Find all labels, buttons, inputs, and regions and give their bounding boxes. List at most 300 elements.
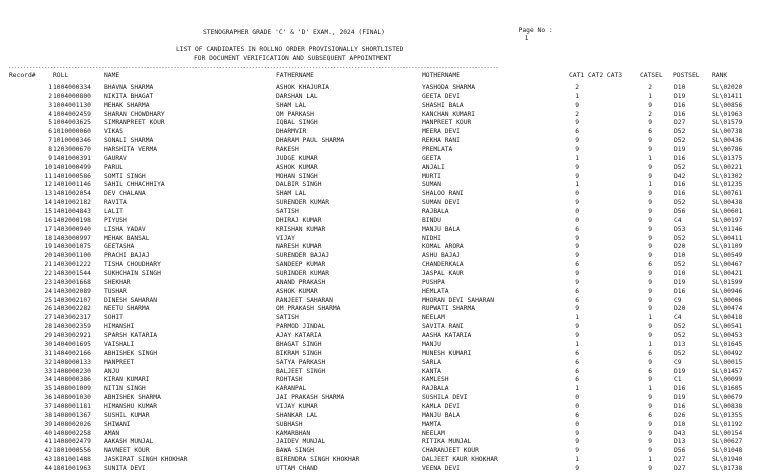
- father-name: SATISH: [276, 314, 299, 322]
- mother-name: YASHODA SHARMA: [422, 84, 476, 91]
- cat1-value: 9: [575, 119, 579, 127]
- father-name: SURENDER KUMAR: [276, 199, 330, 207]
- cat1-value: 0: [575, 216, 579, 224]
- mother-name: GEETA DEVI: [422, 92, 460, 100]
- col-roll: ROLL: [53, 72, 69, 79]
- cat1-value: 6: [575, 376, 579, 384]
- mother-name: RITIKA MUNJAL: [422, 438, 472, 446]
- roll-number: 1401001146: [53, 181, 91, 189]
- father-name: SATYA PARKASH: [276, 358, 326, 366]
- rank-value: SL\01579: [712, 119, 743, 127]
- roll-number: 1401000499: [53, 163, 91, 171]
- cat1-value: 6: [575, 411, 579, 419]
- candidate-table: [0, 84, 780, 474]
- rank-value: SL\01963: [712, 110, 743, 118]
- candidate-name: SPARSH KATARIA: [104, 332, 158, 340]
- record-number: 11: [44, 172, 52, 180]
- catsel-value: 1: [648, 456, 652, 464]
- father-name: MOHAN SINGH: [276, 172, 318, 180]
- catsel-value: 9: [648, 420, 652, 428]
- father-name: KAMARBHAN: [276, 429, 311, 437]
- rank-value: SL\01599: [712, 278, 743, 286]
- table-row: [0, 394, 780, 403]
- record-number: 31: [44, 349, 52, 357]
- postsel-value: D10: [674, 420, 686, 428]
- rank-value: SL\00679: [712, 394, 743, 402]
- rank-value: SL\00411: [712, 234, 743, 242]
- col-mothername: MOTHERNAME: [422, 72, 460, 79]
- catsel-value: 9: [648, 252, 652, 260]
- record-number: 40: [44, 429, 52, 437]
- record-number: 25: [44, 296, 52, 304]
- mother-name: SHALOO RANI: [422, 190, 464, 198]
- father-name: DHIRAJ KUMAR: [276, 216, 322, 224]
- roll-number: 1401002054: [53, 190, 91, 198]
- table-row: [0, 350, 780, 359]
- separator-line: -------------------------------------------------------------------------------------------------------------------------------------------------------------------: [8, 65, 499, 71]
- rank-value: SL\01645: [712, 340, 743, 348]
- rank-value: SL\01048: [712, 447, 743, 455]
- record-number: 22: [44, 270, 52, 278]
- father-name: SURENDER BAJAJ: [276, 252, 330, 260]
- candidate-name: HIMANSHI: [104, 323, 135, 331]
- roll-number: 1401002182: [53, 199, 91, 207]
- rank-value: SL\01235: [712, 181, 743, 189]
- roll-number: 1401004843: [53, 208, 91, 216]
- col-catsel: CATSEL: [640, 72, 663, 79]
- record-number: 34: [44, 376, 52, 384]
- father-name: SHANKAR LAL: [276, 411, 318, 419]
- catsel-value: 9: [648, 287, 652, 295]
- father-name: KARANPAL: [276, 385, 307, 393]
- candidate-name: ABHISHEK SINGH: [104, 349, 158, 357]
- cat1-value: 6: [575, 358, 579, 366]
- mother-name: PUSHPA: [422, 278, 445, 286]
- postsel-value: D52: [674, 199, 686, 207]
- catsel-value: 1: [648, 385, 652, 393]
- candidate-name: SOMTI SINGH: [104, 172, 146, 180]
- record-number: 37: [44, 402, 52, 410]
- catsel-value: 6: [648, 411, 652, 419]
- roll-number: 1403001668: [53, 278, 91, 286]
- postsel-value: D16: [674, 190, 686, 198]
- record-number: 3: [48, 101, 52, 109]
- record-number: 1: [48, 84, 52, 91]
- page-label: Page No :: [518, 27, 553, 34]
- postsel-value: D27: [674, 464, 686, 472]
- postsel-value: D27: [674, 119, 686, 127]
- postsel-value: D10: [674, 270, 686, 278]
- roll-number: 1402000198: [53, 216, 91, 224]
- father-name: PARMOD JINDAL: [276, 323, 326, 331]
- roll-number: 1403002107: [53, 296, 91, 304]
- father-name: UTTAM CHAND: [276, 464, 318, 472]
- table-row: [0, 403, 780, 412]
- catsel-value: 9: [648, 199, 652, 207]
- mother-name: REKHA RANI: [422, 137, 460, 145]
- candidate-name: DEV CHALANA: [104, 190, 146, 198]
- roll-number: 1404002166: [53, 349, 91, 357]
- catsel-value: 9: [648, 447, 652, 455]
- cat1-value: 9: [575, 243, 579, 251]
- mother-name: HEMLATA: [422, 287, 449, 295]
- table-row: [0, 412, 780, 421]
- catsel-value: 9: [648, 464, 652, 472]
- postsel-value: D16: [674, 385, 686, 393]
- roll-number: 1004000800: [53, 92, 91, 100]
- rank-value: SL\00221: [712, 163, 743, 171]
- roll-number: 1010000346: [53, 137, 91, 145]
- table-row: [0, 385, 780, 394]
- roll-number: 1408001181: [53, 402, 91, 410]
- table-row: [0, 438, 780, 447]
- catsel-value: 9: [648, 101, 652, 109]
- catsel-value: 9: [648, 163, 652, 171]
- table-row: [0, 332, 780, 341]
- postsel-value: C4: [674, 216, 682, 224]
- rank-value: SL\01605: [712, 385, 743, 393]
- father-name: SURINDER KUMAR: [276, 270, 330, 278]
- father-name: BIKRAM SINGH: [276, 349, 322, 357]
- roll-number: 1408001030: [53, 394, 91, 402]
- table-row: [0, 297, 780, 306]
- mother-name: MANJU BALA: [422, 225, 460, 233]
- roll-number: 1010000060: [53, 128, 91, 136]
- postsel-value: C9: [674, 358, 682, 366]
- rank-value: SL\00601: [712, 208, 743, 216]
- postsel-value: D52: [674, 234, 686, 242]
- catsel-value: 9: [648, 278, 652, 286]
- rank-value: SL\00418: [712, 314, 743, 322]
- catsel-value: 2: [648, 84, 652, 91]
- candidate-name: VAISHALI: [104, 340, 135, 348]
- roll-number: 1403001075: [53, 243, 91, 251]
- candidate-name: SAHIL CHHACHHIYA: [104, 181, 165, 189]
- record-number: 44: [44, 464, 52, 472]
- postsel-value: C1: [674, 376, 682, 384]
- record-number: 6: [48, 128, 52, 136]
- candidate-name: BHAVNA SHARMA: [104, 84, 154, 91]
- roll-number: 1403000997: [53, 234, 91, 242]
- candidate-name: SIMRANPREET KOUR: [104, 119, 165, 127]
- candidate-name: TUSHAR: [104, 287, 127, 295]
- cat1-value: 0: [575, 394, 579, 402]
- mother-name: KOMAL ARORA: [422, 243, 464, 251]
- father-name: DALBIR SINGH: [276, 181, 322, 189]
- cat1-value: 1: [575, 181, 579, 189]
- candidate-name: SUKHCHAIN SINGH: [104, 270, 161, 278]
- record-number: 35: [44, 385, 52, 393]
- mother-name: SUMAN DEVI: [422, 199, 460, 207]
- roll-number: 1801001963: [53, 464, 91, 472]
- catsel-value: 9: [648, 296, 652, 304]
- catsel-value: 9: [648, 137, 652, 145]
- column-header-row: [0, 72, 780, 80]
- candidate-name: SHIWANI: [104, 420, 131, 428]
- postsel-value: D19: [674, 92, 686, 100]
- father-name: SUBHASH: [276, 420, 303, 428]
- cat1-value: 1: [575, 154, 579, 162]
- postsel-value: D53: [674, 225, 686, 233]
- father-name: OM PRAKASH SHARMA: [276, 305, 341, 313]
- cat1-value: 9: [575, 429, 579, 437]
- cat1-value: 6: [575, 261, 579, 269]
- col-categories: CAT1 CAT2 CAT3: [569, 72, 623, 79]
- table-row: [0, 323, 780, 332]
- record-number: 36: [44, 394, 52, 402]
- catsel-value: 9: [648, 208, 652, 216]
- rank-value: SL\01192: [712, 420, 743, 428]
- mother-name: KAMLA DEVI: [422, 402, 460, 410]
- roll-number: 1004003625: [53, 119, 91, 127]
- rank-value: SL\00467: [712, 261, 743, 269]
- table-row: [0, 208, 780, 217]
- roll-number: 1408002258: [53, 429, 91, 437]
- candidate-name: MEHAK BANSAL: [104, 234, 150, 242]
- rank-value: SL\00421: [712, 270, 743, 278]
- postsel-value: D16: [674, 154, 686, 162]
- candidate-name: SOHIT: [104, 314, 123, 322]
- cat1-value: 9: [575, 137, 579, 145]
- rank-value: SL\01375: [712, 154, 743, 162]
- father-name: SHAM LAL: [276, 101, 307, 109]
- table-row: [0, 270, 780, 279]
- mother-name: JASPAL KAUR: [422, 270, 464, 278]
- roll-number: 1408000133: [53, 358, 91, 366]
- catsel-value: 9: [648, 402, 652, 410]
- mother-name: ASHU BAJAJ: [422, 252, 460, 260]
- cat1-value: 9: [575, 464, 579, 472]
- table-row: [0, 217, 780, 226]
- cat1-value: 6: [575, 225, 579, 233]
- catsel-value: 9: [648, 305, 652, 313]
- roll-number: 1403001222: [53, 261, 91, 269]
- father-name: KRISHAN KUMAR: [276, 225, 326, 233]
- record-number: 12: [44, 181, 52, 189]
- cat1-value: 6: [575, 349, 579, 357]
- mother-name: SARLA: [422, 358, 441, 366]
- candidate-name: NEETU SHARMA: [104, 305, 150, 313]
- table-row: [0, 376, 780, 385]
- postsel-value: C4: [674, 314, 682, 322]
- candidate-name: PRACHI BAJAJ: [104, 252, 150, 260]
- cat1-value: 9: [575, 323, 579, 331]
- table-row: [0, 368, 780, 377]
- rank-value: SL\01109: [712, 243, 743, 251]
- record-number: 2: [48, 92, 52, 100]
- table-row: [0, 181, 780, 190]
- table-row: [0, 252, 780, 261]
- postsel-value: D26: [674, 411, 686, 419]
- catsel-value: 9: [648, 225, 652, 233]
- postsel-value: D13: [674, 438, 686, 446]
- mother-name: MANJU: [422, 340, 441, 348]
- record-number: 9: [48, 154, 52, 162]
- cat1-value: 9: [575, 234, 579, 242]
- postsel-value: C9: [674, 296, 682, 304]
- candidate-name: JASKIRAT SINGH KHOKHAR: [104, 456, 188, 464]
- mother-name: MAMTA: [422, 420, 441, 428]
- table-row: [0, 341, 780, 350]
- mother-name: KANCHAN KUMARI: [422, 110, 476, 118]
- catsel-value: 9: [648, 216, 652, 224]
- catsel-value: 9: [648, 323, 652, 331]
- postsel-value: D52: [674, 261, 686, 269]
- candidate-name: HIMANSHU KUMAR: [104, 402, 158, 410]
- father-name: VIJAY: [276, 234, 295, 242]
- father-name: SATISH: [276, 208, 299, 216]
- table-row: [0, 119, 780, 128]
- roll-number: 1408001009: [53, 385, 91, 393]
- mother-name: RAJBALA: [422, 385, 449, 393]
- mother-name: RUPWATI SHARMA: [422, 305, 476, 313]
- father-name: ANAND PRAKASH: [276, 278, 326, 286]
- record-number: 28: [44, 323, 52, 331]
- postsel-value: D20: [674, 305, 686, 313]
- postsel-value: D52: [674, 163, 686, 171]
- father-name: JAIDEV MUNJAL: [276, 438, 326, 446]
- record-number: 21: [44, 261, 52, 269]
- postsel-value: D20: [674, 243, 686, 251]
- rank-value: SL\00627: [712, 438, 743, 446]
- candidate-name: TISHA CHOUDHARY: [104, 261, 161, 269]
- rank-value: SL\00436: [712, 137, 743, 145]
- list-subtitle-2: FOR DOCUMENT VERIFICATION AND SUBSEQUENT APPOINTMENT: [194, 55, 392, 62]
- cat1-value: 9: [575, 305, 579, 313]
- roll-number: 1004002459: [53, 110, 91, 118]
- table-row: [0, 261, 780, 270]
- catsel-value: 9: [648, 243, 652, 251]
- mother-name: GEETA: [422, 154, 441, 162]
- mother-name: SAVITA RANI: [422, 323, 464, 331]
- table-row: [0, 190, 780, 199]
- candidate-name: SUNITA DEVI: [104, 464, 146, 472]
- record-number: 10: [44, 163, 52, 171]
- table-row: [0, 146, 780, 155]
- postsel-value: D16: [674, 101, 686, 109]
- cat1-value: 9: [575, 199, 579, 207]
- postsel-value: D16: [674, 181, 686, 189]
- rank-value: SL\00838: [712, 402, 743, 410]
- postsel-value: D10: [674, 84, 686, 91]
- mother-name: PREMLATA: [422, 146, 453, 154]
- candidate-name: DINESH SAHARAN: [104, 296, 158, 304]
- cat1-value: 9: [575, 163, 579, 171]
- postsel-value: D16: [674, 402, 686, 410]
- roll-number: 1403002317: [53, 314, 91, 322]
- cat1-value: 2: [575, 110, 579, 118]
- record-number: 42: [44, 447, 52, 455]
- father-name: VIJAY KUMAR: [276, 402, 318, 410]
- table-row: [0, 111, 780, 120]
- cat1-value: 0: [575, 420, 579, 428]
- rank-value: SL\01738: [712, 464, 743, 472]
- candidate-name: HARSHITA VERMA: [104, 146, 158, 154]
- exam-title: STENOGRAPHER GRADE 'C' & 'D' EXAM., 2024 (FINAL): [203, 29, 385, 36]
- rank-value: SL\00197: [712, 216, 743, 224]
- record-number: 30: [44, 340, 52, 348]
- mother-name: KANTA: [422, 367, 441, 375]
- cat1-value: 0: [575, 190, 579, 198]
- record-number: 18: [44, 234, 52, 242]
- postsel-value: D19: [674, 394, 686, 402]
- father-name: IQBAL SINGH: [276, 119, 318, 127]
- rank-value: SL\00154: [712, 429, 743, 437]
- mother-name: MURTI: [422, 172, 441, 180]
- rank-value: SL\00856: [712, 101, 743, 109]
- catsel-value: 6: [648, 349, 652, 357]
- postsel-value: D52: [674, 349, 686, 357]
- record-number: 32: [44, 358, 52, 366]
- record-number: 43: [44, 456, 52, 464]
- roll-number: 1403002282: [53, 305, 91, 313]
- col-fathername: FATHERNAME: [276, 72, 314, 79]
- table-row: [0, 288, 780, 297]
- table-row: [0, 465, 780, 474]
- cat1-value: 0: [575, 402, 579, 410]
- catsel-value: 9: [648, 190, 652, 198]
- father-name: ASHOK KUMAR: [276, 287, 318, 295]
- father-name: BALJEET SINGH: [276, 367, 326, 375]
- mother-name: SHASHI BALA: [422, 101, 464, 109]
- candidate-name: SUSHIL KUMAR: [104, 411, 150, 419]
- postsel-value: D52: [674, 323, 686, 331]
- table-row: [0, 226, 780, 235]
- father-name: ASHOK KHAJURIA: [276, 84, 330, 91]
- cat1-value: 9: [575, 172, 579, 180]
- rank-value: SL\00541: [712, 323, 743, 331]
- candidate-name: ABHISHEK SHARMA: [104, 394, 161, 402]
- catsel-value: 9: [648, 438, 652, 446]
- catsel-value: 9: [648, 270, 652, 278]
- table-row: [0, 173, 780, 182]
- cat1-value: 9: [575, 101, 579, 109]
- rank-value: SL\00761: [712, 190, 743, 198]
- postsel-value: D27: [674, 456, 686, 464]
- roll-number: 1403002921: [53, 332, 91, 340]
- mother-name: SUMAN: [422, 181, 441, 189]
- page-number: 1: [524, 35, 529, 42]
- candidate-name: MANPREET: [104, 358, 135, 366]
- table-row: [0, 456, 780, 465]
- table-row: [0, 305, 780, 314]
- cat1-value: 9: [575, 332, 579, 340]
- table-row: [0, 164, 780, 173]
- father-name: ROHTASH: [276, 376, 303, 384]
- father-name: DHARAM PAUL SHARMA: [276, 137, 345, 145]
- candidate-name: AMAN: [104, 429, 120, 437]
- record-number: 41: [44, 438, 52, 446]
- candidate-name: NIKITA BHAGAT: [104, 92, 154, 100]
- record-number: 19: [44, 243, 52, 251]
- rank-value: SL\00099: [712, 376, 743, 384]
- mother-name: CHARANJEET KOUR: [422, 447, 479, 455]
- postsel-value: D52: [674, 128, 686, 136]
- cat1-value: 0: [575, 208, 579, 216]
- postsel-value: D16: [674, 110, 686, 118]
- mother-name: AASHA KATARIA: [422, 332, 472, 340]
- postsel-value: D52: [674, 332, 686, 340]
- candidate-name: GEETASHA: [104, 243, 135, 251]
- candidate-name: PARUL: [104, 163, 123, 171]
- roll-number: 1004000334: [53, 84, 91, 91]
- catsel-value: 9: [648, 119, 652, 127]
- record-number: 23: [44, 278, 52, 286]
- mother-name: SUSHILA DEVI: [422, 394, 468, 402]
- catsel-value: 6: [648, 128, 652, 136]
- cat1-value: 9: [575, 438, 579, 446]
- record-number: 14: [44, 199, 52, 207]
